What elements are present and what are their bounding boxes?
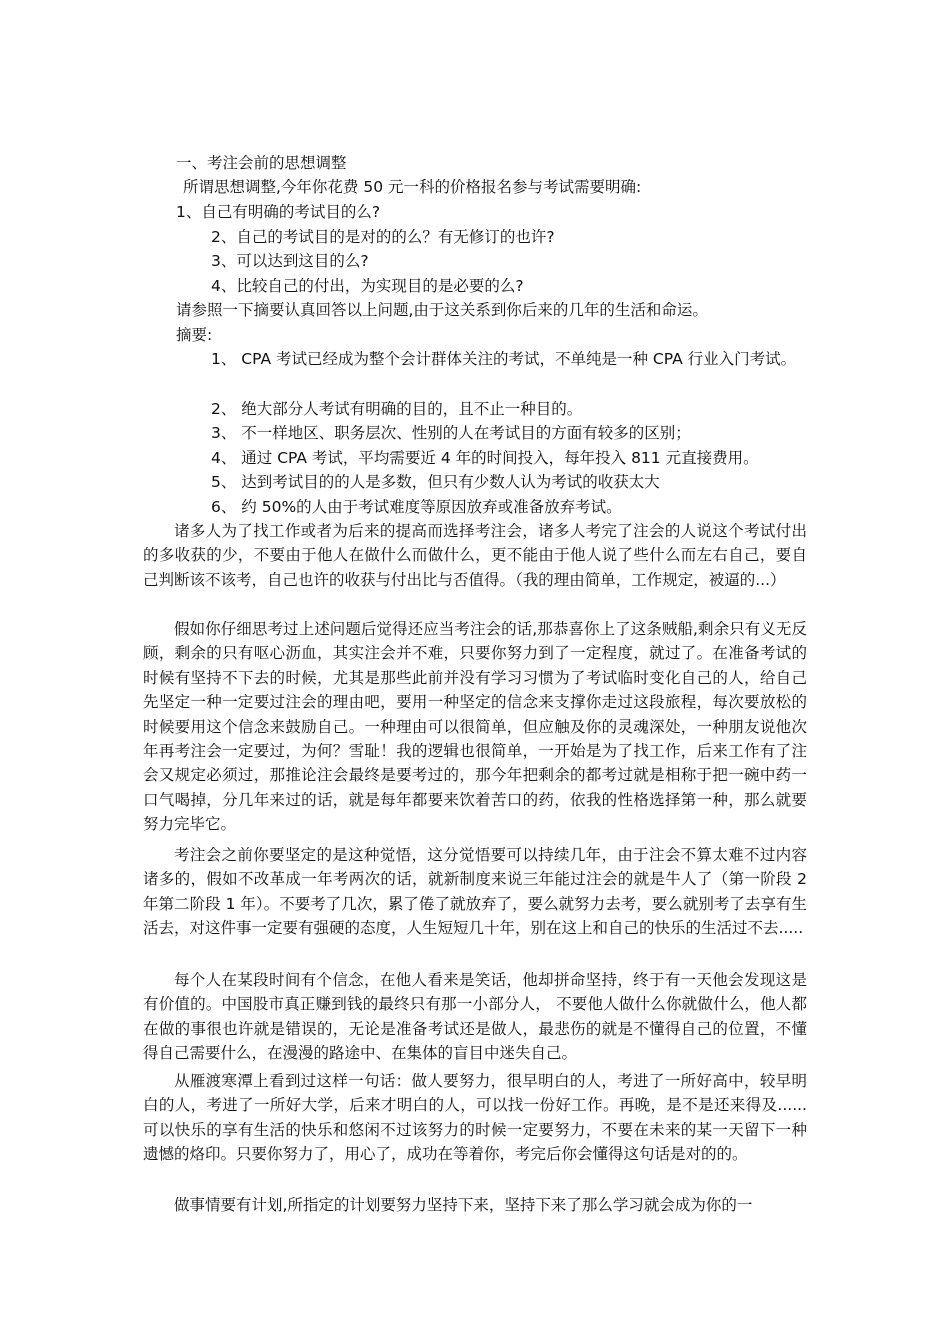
question-item: 1、自己有明确的考试目的么?	[176, 203, 381, 221]
question-item: 2、自己的考试目的是对的的么？有无修订的也许?	[211, 228, 555, 246]
body-paragraph: 做事情要有计划,所指定的计划要努力坚持下来，坚持下来了那么学习就会成为你的一	[174, 1196, 753, 1214]
instruction-text: 请参照一下摘要认真回答以上问题,由于这关系到你后来的几年的生活和命运。	[176, 301, 708, 319]
body-paragraph: 诸多人为了找工作或者为后来的提高而选择考注会，诸多人考完了注会的人说这个考试付出的多收获的少，不要由于他人在做什么而做什么，更不能由于他人说了些什么而左右自己，要自己判断该不该考，自己也许的收获与付出比与否值得。（我的理由简单，工作规定，被逼的...）	[143, 522, 807, 589]
summary-item: 3、 不一样地区、职务层次、性别的人在考试目的方面有较多的区别；	[211, 424, 691, 442]
body-paragraph: 每个人在某段时间有个信念，在他人看来是笑话，他却拼命坚持，终于有一天他会发现这是有价值的。中国股市真正赚到钱的最终只有那一小部分人， 不要他人做什么你就做什么，他人都在做的事很也许就是错误的，无论是准备考试还是做人，最悲伤的就是不懂得自己的位置，不懂得自己需要什么，在漫漫的路途中、在集体的盲目中迷失自己。	[143, 971, 807, 1063]
summary-item: 4、 通过 CPA 考试，平均需要近 4 年的时间投入，每年投入 811 元直接费用。	[211, 449, 759, 467]
summary-item: 2、 绝大部分人考试有明确的目的，且不止一种目的。	[211, 400, 583, 418]
section-heading: 一、考注会前的思想调整	[176, 154, 347, 172]
intro-text: 所谓思想调整,今年你花费 50 元一科的价格报名参与考试需要明确:	[183, 178, 642, 196]
summary-item: 1、 CPA 考试已经成为整个会计群体关注的考试，不单纯是一种 CPA 行业入门考试。	[211, 350, 797, 368]
summary-label: 摘要:	[176, 326, 213, 344]
question-item: 3、可以达到这目的么?	[211, 252, 369, 270]
body-paragraph: 假如你仔细思考过上述问题后觉得还应当考注会的话,那恭喜你上了这条贼船,剩余只有义无反顾，剩余的只有呕心沥血，其实注会并不难，只要你努力到了一定程度，就过了。在准备考试的时候有坚持不下去的时候，尤其是那些此前并没有学习习惯为了考试临时变化自己的人，给自己先坚定一种一定要过注会的理由吧，要用一种坚定的信念来支撑你走过这段旅程，每次要放松的时候要用这个信念来鼓励自己。一种理由可以很简单，但应触及你的灵魂深处，一种朋友说他次年再考注会一定要过，为何？雪耻！我的逻辑也很简单，一开始是为了找工作，后来工作有了注会又规定必须过，那推论注会最终是要考过的，那今年把剩余的都考过就是相称于把一碗中药一口气喝掉，分几年来过的话，就是每年都要来饮着苦口的药，依我的性格选择第一种，那么就要努力完毕它。	[143, 620, 807, 834]
summary-item: 5、 达到考试目的的人是多数，但只有少数人认为考试的收获太大	[211, 473, 660, 491]
body-paragraph: 从雁渡寒潭上看到过这样一句话：做人要努力，很早明白的人，考进了一所好高中，较早明白的人，考进了一所好大学，后来才明白的人，可以找一份好工作。再晚，是不是还来得及......可以快乐的享有生活的快乐和悠闲不过该努力的时候一定要努力，不要在未来的某一天留下一种遗憾的烙印。只要你努力了，用心了，成功在等着你，考完后你会懂得这句话是对的的。	[143, 1072, 807, 1164]
summary-item: 6、 约 50%的人由于考试难度等原因放弃或准备放弃考试。	[211, 498, 622, 516]
question-item: 4、比较自己的付出，为实现目的是必要的么?	[211, 277, 524, 295]
body-paragraph: 考注会之前你要坚定的是这种觉悟，这分觉悟要可以持续几年，由于注会不算太难不过内容诸多的，假如不改革成一年考两次的话，就新制度来说三年能过注会的就是牛人了（第一阶段 2 年第二阶段 1 年）。不要考了几次，累了倦了就放弃了，要么就努力去考，要么就别考了去享有生活去，对这件事一定要有强硬的态度，人生短短几十年，别在这上和自己的快乐的生活过不去.....	[143, 846, 807, 938]
